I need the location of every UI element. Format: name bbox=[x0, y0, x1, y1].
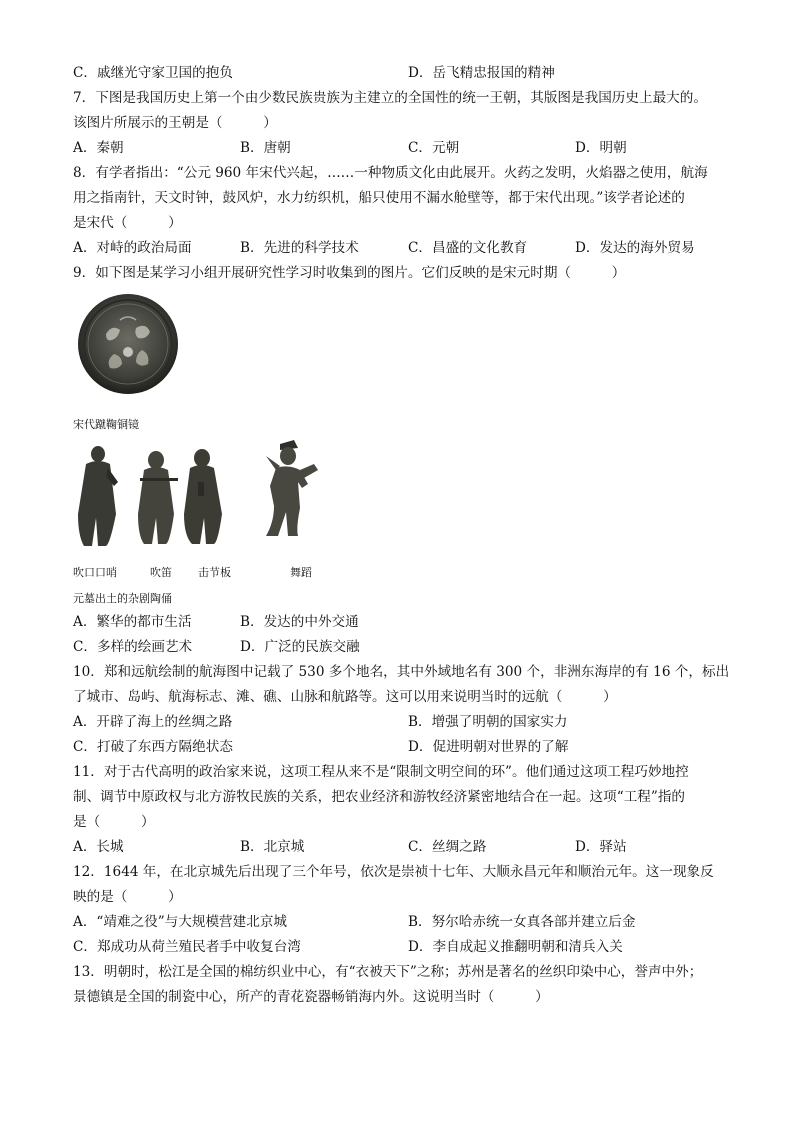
q10-option-a: A．开辟了海上的丝绸之路 bbox=[73, 714, 233, 730]
q7-option-d: D．明朝 bbox=[575, 140, 627, 156]
q9-option-b: B．发达的中外交通 bbox=[240, 614, 359, 630]
q9-option-d: D．广泛的民族交融 bbox=[240, 639, 360, 655]
q6-option-d: D．岳飞精忠报国的精神 bbox=[408, 65, 555, 81]
q12-option-a: A．“靖难之役”与大规模营建北京城 bbox=[73, 914, 288, 930]
q8-stem-line2: 用之指南针，天文时钟，鼓风炉，水力纺织机，船只使用不漏水舱壁等，都于宋代出现。”该学者论述的 bbox=[73, 190, 685, 206]
q10-stem-line1: 10．郑和远航绘制的航海图中记载了 530 多个地名，其中外域地名有 300 个，非洲东海岸的有 16 个，标出 bbox=[73, 664, 730, 680]
q12-stem-line1: 12．1644 年，在北京城先后出现了三个年号，依次是崇祯十七年、大顺永昌元年和顺治元年。这一现象反 bbox=[73, 864, 714, 880]
q12-option-b: B．努尔哈赤统一女真各部并建立后金 bbox=[408, 914, 636, 930]
q11-option-d: D．驿站 bbox=[575, 839, 627, 855]
q7-option-a: A．秦朝 bbox=[73, 140, 124, 156]
q6-option-c: C．戚继光守家卫国的抱负 bbox=[73, 65, 233, 81]
q8-option-a: A．对峙的政治局面 bbox=[73, 240, 192, 256]
q11-stem-line2: 制、调节中原政权与北方游牧民族的关系，把农业经济和游牧经济紧密地结合在一起。这项“工程”指的 bbox=[73, 789, 686, 805]
figurine-label-2: 吹笛 bbox=[150, 566, 172, 579]
figurine-label-3: 击节板 bbox=[198, 566, 231, 579]
q7-option-b: B．唐朝 bbox=[240, 140, 291, 156]
q10-option-d: D．促进明朝对世界的了解 bbox=[408, 739, 569, 755]
q11-stem-line3: 是（ ） bbox=[73, 814, 155, 830]
q12-stem-line2: 映的是（ ） bbox=[73, 889, 182, 905]
q11-stem-line1: 11．对于古代高明的政治家来说，这项工程从来不是“限制文明空间的环”。他们通过这项工程巧妙地控 bbox=[73, 764, 689, 780]
figurines-caption: 元墓出土的杂剧陶俑 bbox=[73, 592, 172, 605]
q11-option-b: B．北京城 bbox=[240, 839, 305, 855]
q10-option-b: B．增强了明朝的国家实力 bbox=[408, 714, 568, 730]
q8-stem-line1: 8．有学者指出：“公元 960 年宋代兴起，……一种物质文化由此展开。火药之发明，火焰器之使用，航海 bbox=[73, 165, 708, 181]
q11-option-a: A．长城 bbox=[73, 839, 124, 855]
q8-option-c: C．昌盛的文化教育 bbox=[408, 240, 528, 256]
q8-option-b: B．先进的科学技术 bbox=[240, 240, 359, 256]
q9-option-a: A．繁华的都市生活 bbox=[73, 614, 192, 630]
q9-option-c: C．多样的绘画艺术 bbox=[73, 639, 193, 655]
q11-option-c: C．丝绸之路 bbox=[408, 839, 487, 855]
q8-stem-line3: 是宋代（ ） bbox=[73, 215, 182, 231]
mirror-caption: 宋代蹴鞠铜镜 bbox=[73, 418, 139, 431]
q13-stem-line1: 13．明朝时，松江是全国的棉纺织业中心，有“衣被天下”之称；苏州是著名的丝织印染中心，誉声中外； bbox=[73, 964, 703, 980]
q10-option-c: C．打破了东西方隔绝状态 bbox=[73, 739, 233, 755]
opera-figurines-image bbox=[70, 438, 332, 556]
q9-stem-line1: 9．如下图是某学习小组开展研究性学习时收集到的图片。它们反映的是宋元时期（ ） bbox=[73, 265, 626, 281]
q8-option-d: D．发达的海外贸易 bbox=[575, 240, 695, 256]
bronze-mirror-image bbox=[76, 292, 181, 397]
q12-option-d: D．李自成起义推翻明朝和清兵入关 bbox=[408, 939, 623, 955]
q7-stem-line2: 该图片所展示的王朝是（ ） bbox=[73, 115, 277, 131]
q12-option-c: C．郑成功从荷兰殖民者手中收复台湾 bbox=[73, 939, 301, 955]
q7-stem-line1: 7．下图是我国历史上第一个由少数民族贵族为主建立的全国性的统一王朝，其版图是我国历史上最大的。 bbox=[73, 90, 707, 106]
figurine-label-4: 舞蹈 bbox=[290, 566, 312, 579]
figurine-label-1: 吹口口哨 bbox=[73, 566, 117, 579]
q7-option-c: C．元朝 bbox=[408, 140, 460, 156]
q10-stem-line2: 了城市、岛屿、航海标志、滩、礁、山脉和航路等。这可以用来说明当时的远航（ ） bbox=[73, 689, 617, 705]
q13-stem-line2: 景德镇是全国的制瓷中心，所产的青花瓷器畅销海内外。这说明当时（ ） bbox=[73, 989, 549, 1005]
